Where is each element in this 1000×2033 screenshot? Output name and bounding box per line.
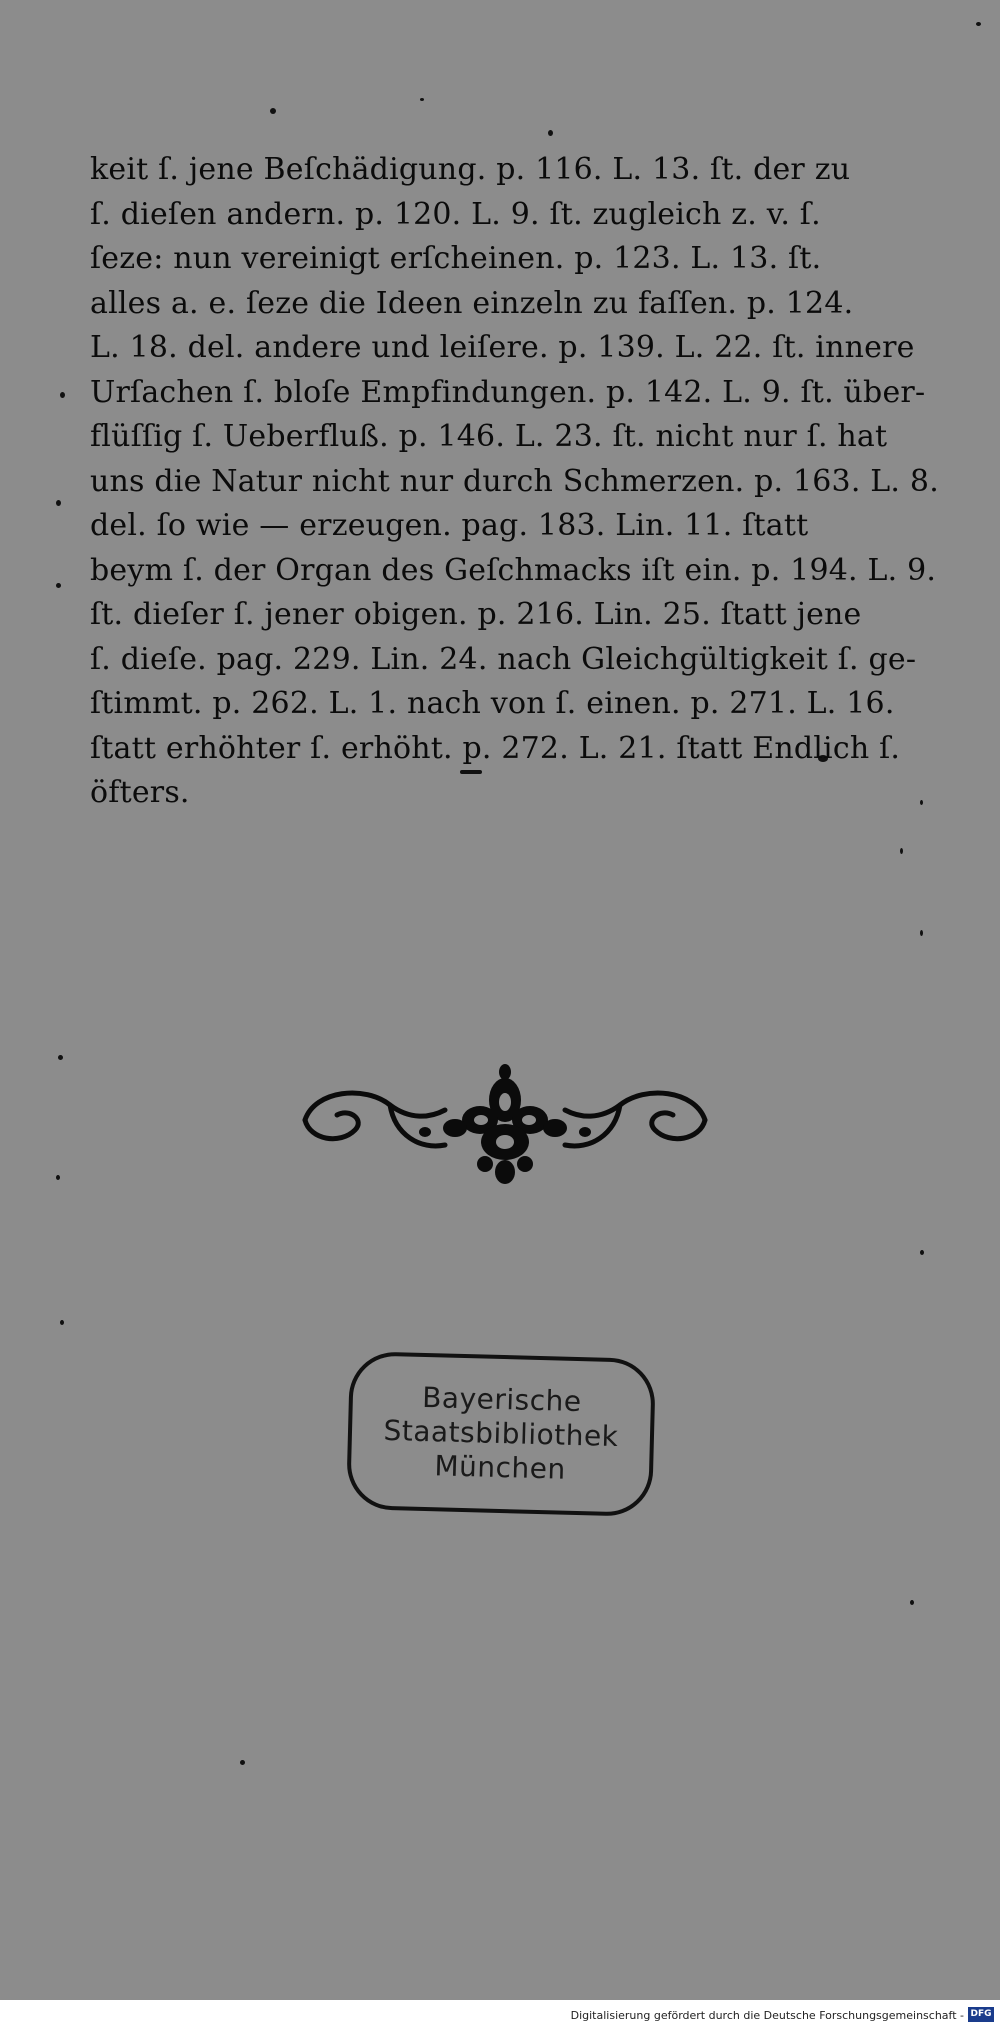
library-stamp (346, 1351, 656, 1517)
stamp-line: Staatsbibliothek (383, 1413, 619, 1454)
scan-speck (976, 22, 981, 26)
footer-credit: Digitalisierung gefördert durch die Deutsche Forschungsgemeinschaft - (570, 2009, 964, 2022)
errata-line: beym ſ. der Organ des Geſchmacks iſt ein. p. 194. L. 9. (90, 552, 937, 588)
errata-line: ſeze: nun vereinigt erſcheinen. p. 123. L. 13. ſt. (90, 241, 822, 276)
errata-line: öfters. (90, 775, 190, 810)
scan-speck (920, 930, 923, 936)
scan-speck (56, 500, 61, 506)
errata-line: Urſachen ſ. bloſe Empfindungen. p. 142. L. 9. ſt. über- (90, 374, 926, 410)
stamp-line: München (434, 1449, 567, 1486)
errata-line: ſtatt erhöhter ſ. erhöht. p. 272. L. 21. ſtatt Endlich ſ. (90, 730, 901, 766)
errata-line: ſt. dieſer ſ. jener obigen. p. 216. Lin. 25. ſtatt jene (90, 597, 862, 632)
digitization-footer (0, 2000, 1000, 2033)
errata-line: uns die Natur nicht nur durch Schmerzen. p. 163. L. 8. (90, 463, 939, 499)
errata-line: ſ. dieſen andern. p. 120. L. 9. ſt. zugleich z. v. ſ. (90, 196, 821, 232)
dfg-logo-icon: DFG (968, 2007, 994, 2022)
scan-speck (60, 1320, 64, 1325)
errata-line: del. ſo wie — erzeugen. pag. 183. Lin. 11. ſtatt (90, 508, 809, 543)
scan-speck (548, 130, 553, 136)
errata-line: ſtimmt. p. 262. L. 1. nach von ſ. einen. p. 271. L. 16. (90, 686, 895, 721)
scan-speck (56, 583, 61, 588)
scan-speck (270, 108, 276, 114)
scan-speck (900, 848, 903, 854)
scan-speck (910, 1600, 914, 1605)
errata-line: ſ. dieſe. pag. 229. Lin. 24. nach Gleichgültigkeit ſ. ge- (90, 641, 917, 677)
scan-speck (58, 1055, 63, 1060)
scan-speck (56, 1175, 60, 1180)
errata-line: keit ſ. jene Beſchädigung. p. 116. L. 13. ſt. der zu (90, 152, 851, 187)
stamp-line: Bayerische (421, 1380, 583, 1419)
errata-line: alles a. e. ſeze die Ideen einzeln zu faſſen. p. 124. (90, 285, 854, 321)
scan-speck (420, 98, 424, 101)
floral-vignette-ornament-icon (295, 1060, 715, 1200)
errata-line: flüſſig ſ. Ueberfluß. p. 146. L. 23. ſt. nicht nur ſ. hat (90, 419, 888, 454)
scan-speck (240, 1760, 245, 1765)
errata-line: L. 18. del. andere und leiſere. p. 139. L. 22. ſt. innere (90, 330, 915, 365)
scan-speck (60, 392, 65, 398)
errata-text (90, 148, 970, 816)
scan-speck (920, 1250, 924, 1255)
